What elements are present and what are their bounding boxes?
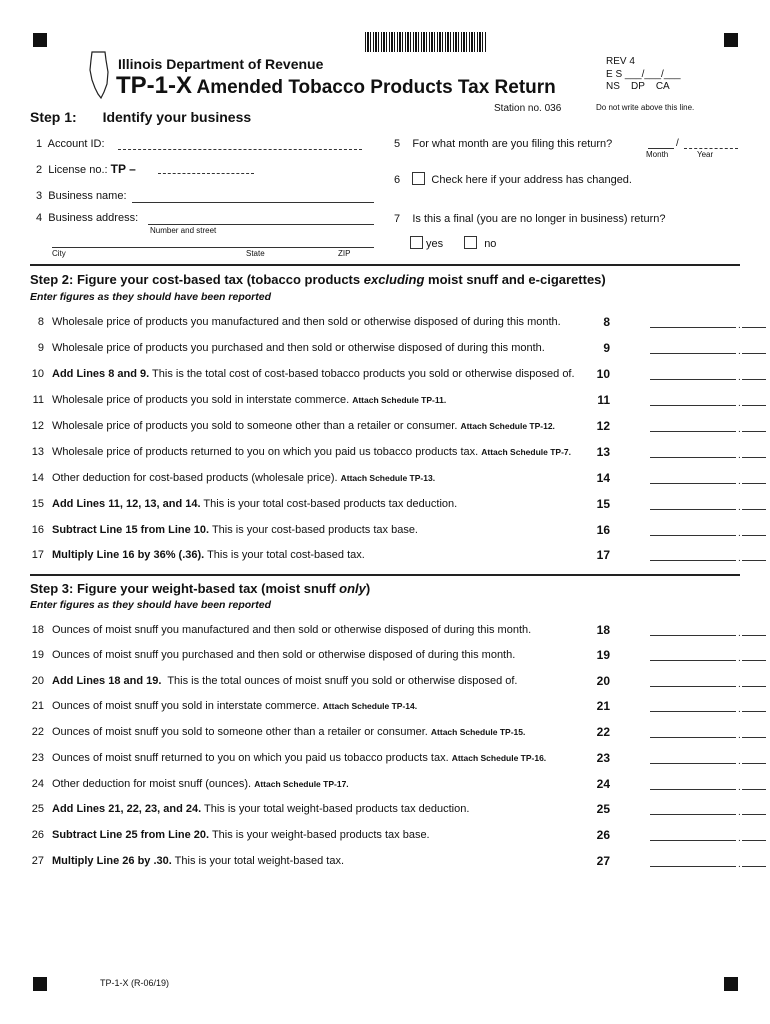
barcode (365, 32, 487, 52)
line-24: 24 Other deduction for moist snuff (ounces). Attach Schedule TP-17. 24 . (30, 774, 740, 796)
city-state-zip-field[interactable] (52, 247, 374, 248)
rev-label: REV 4 (606, 56, 635, 67)
zip-caption: ZIP (338, 249, 351, 258)
step2-divider (30, 264, 740, 266)
q7-final-return: 7 Is this a final (you are no longer in business) return? (394, 213, 666, 225)
line-13-amount-field[interactable]: . (650, 448, 766, 458)
line-19-amount-field[interactable]: . (650, 651, 766, 661)
license-label: 2 License no.: TP – (36, 162, 136, 176)
registration-mark-bottom-right (724, 977, 738, 991)
line-27: 27 Multiply Line 26 by .30. This is your total weight-based tax. 27 . (30, 851, 740, 873)
line-14: 14 Other deduction for cost-based products (wholesale price). Attach Schedule TP-13. 14 . (30, 468, 740, 490)
do-not-write-note: Do not write above this line. (596, 103, 695, 112)
line-23-amount-field[interactable]: . (650, 754, 766, 764)
line-14-amount-field[interactable]: . (650, 474, 766, 484)
line-10: 10 Add Lines 8 and 9. This is the total cost of cost-based tobacco products you sold or otherwise disposed of. 10 . (30, 364, 740, 386)
line-21-amount-field[interactable]: . (650, 702, 766, 712)
business-name-field[interactable] (132, 202, 374, 203)
registration-mark-top-right (724, 33, 738, 47)
line-21: 21 Ounces of moist snuff you sold in interstate commerce. Attach Schedule TP-14. 21 . (30, 696, 740, 718)
agency-name: Illinois Department of Revenue (118, 56, 324, 72)
step3-divider (30, 574, 740, 576)
q5-filing-month: 5 For what month are you filing this return? (394, 138, 613, 150)
line-13: 13 Wholesale price of products returned to you on which you paid us tobacco products tax. Attach Schedule TP-7. 13 . (30, 442, 740, 464)
line-8: 8 Wholesale price of products you manufactured and then sold or otherwise disposed of during this month. 8 . (30, 312, 740, 334)
step2-heading: Step 2: Figure your cost-based tax (tobacco products excluding moist snuff and e-cigarettes) (30, 272, 606, 287)
line-18: 18 Ounces of moist snuff you manufactured and then sold or otherwise disposed of during this month. 18 . (30, 620, 740, 642)
line-12-amount-field[interactable]: . (650, 422, 766, 432)
line-17-amount-field[interactable]: . (650, 551, 766, 561)
step3-heading: Step 3: Figure your weight-based tax (moist snuff only) (30, 581, 371, 596)
business-address-label: 4 Business address: (36, 212, 139, 224)
line-24-amount-field[interactable]: . (650, 780, 766, 790)
year-caption: Year (697, 150, 714, 159)
line-22-amount-field[interactable]: . (650, 728, 766, 738)
line-20-amount-field[interactable]: . (650, 677, 766, 687)
state-caption: State (246, 249, 265, 258)
registration-mark-top-left (33, 33, 47, 47)
line-11-amount-field[interactable]: . (650, 396, 766, 406)
line-23: 23 Ounces of moist snuff returned to you on which you paid us tobacco products tax. Attach Schedule TP-16. 23 . (30, 748, 740, 770)
illinois-state-icon (88, 50, 110, 100)
line-9: 9 Wholesale price of products you purchased and then sold or otherwise disposed of during this month. 9 . (30, 338, 740, 360)
business-name-label: 3 Business name: (36, 190, 127, 202)
line-15-amount-field[interactable]: . (650, 500, 766, 510)
final-return-options (410, 236, 496, 250)
station-number: Station no. 036 (494, 103, 562, 114)
city-caption: City (52, 249, 66, 258)
form-revision-footer: TP-1-X (R-06/19) (100, 978, 170, 988)
es-date-label: E S ___/___/___ (606, 69, 681, 80)
step2-subheading: Enter figures as they should have been reported (30, 291, 271, 303)
line-25: 25 Add Lines 21, 22, 23, and 24. This is your total weight-based products tax deduction. 25 . (30, 799, 740, 821)
line-11: 11 Wholesale price of products you sold in interstate commerce. Attach Schedule TP-11. 11 . (30, 390, 740, 412)
address-changed-checkbox[interactable] (412, 172, 425, 185)
filing-year-field[interactable] (684, 148, 738, 149)
account-id-field[interactable] (118, 149, 362, 150)
step3-subheading: Enter figures as they should have been reported (30, 599, 271, 611)
line-16: 16 Subtract Line 15 from Line 10. This is your cost-based products tax base. 16 . (30, 520, 740, 542)
line-22: 22 Ounces of moist snuff you sold to someone other than a retailer or consumer. Attach Schedule TP-15. 22 . (30, 722, 740, 744)
license-number-field[interactable] (158, 173, 254, 174)
step1-label: Step 1: (30, 109, 77, 125)
step1-heading (30, 109, 251, 125)
line-19: 19 Ounces of moist snuff you purchased and then sold or otherwise disposed of during this month. 19 . (30, 645, 740, 667)
number-and-street-caption: Number and street (150, 226, 217, 235)
account-id-label: 1 Account ID: (36, 138, 105, 150)
form-code: TP-1-X (116, 72, 193, 99)
final-return-no-checkbox[interactable] (464, 236, 477, 249)
final-return-yes-checkbox[interactable] (410, 236, 423, 249)
line-26-amount-field[interactable]: . (650, 831, 766, 841)
filing-month-field[interactable] (648, 148, 674, 149)
form-title-row (116, 72, 556, 100)
line-25-amount-field[interactable]: . (650, 805, 766, 815)
q6-address-changed: 6 Check here if your address has changed. (394, 174, 632, 186)
line-20: 20 Add Lines 18 and 19. This is the total ounces of moist snuff you sold or otherwise disposed of. 20 . (30, 671, 740, 693)
form-title: Amended Tobacco Products Tax Return (196, 77, 556, 98)
line-15: 15 Add Lines 11, 12, 13, and 14. This is your total cost-based products tax deduction. 15 . (30, 494, 740, 516)
line-8-amount-field[interactable]: . (650, 318, 766, 328)
month-year-slash: / (676, 138, 679, 149)
ns-dp-ca-label: NS DP CA (606, 81, 670, 92)
line-12: 12 Wholesale price of products you sold to someone other than a retailer or consumer. Attach Schedule TP-12. 12 . (30, 416, 740, 438)
no-label: no (484, 238, 497, 250)
line-9-amount-field[interactable]: . (650, 344, 766, 354)
line-18-amount-field[interactable]: . (650, 626, 766, 636)
line-16-amount-field[interactable]: . (650, 526, 766, 536)
yes-label: yes (426, 238, 444, 250)
line-17: 17 Multiply Line 16 by 36% (.36). This is your total cost-based tax. 17 . (30, 545, 740, 567)
month-caption: Month (646, 150, 669, 159)
license-prefix: TP – (110, 162, 136, 176)
registration-mark-bottom-left (33, 977, 47, 991)
line-10-amount-field[interactable]: . (650, 370, 766, 380)
street-address-field[interactable] (148, 224, 374, 225)
line-27-amount-field[interactable]: . (650, 857, 766, 867)
line-26: 26 Subtract Line 25 from Line 20. This is your weight-based products tax base. 26 . (30, 825, 740, 847)
step1-title: Identify your business (102, 109, 252, 125)
